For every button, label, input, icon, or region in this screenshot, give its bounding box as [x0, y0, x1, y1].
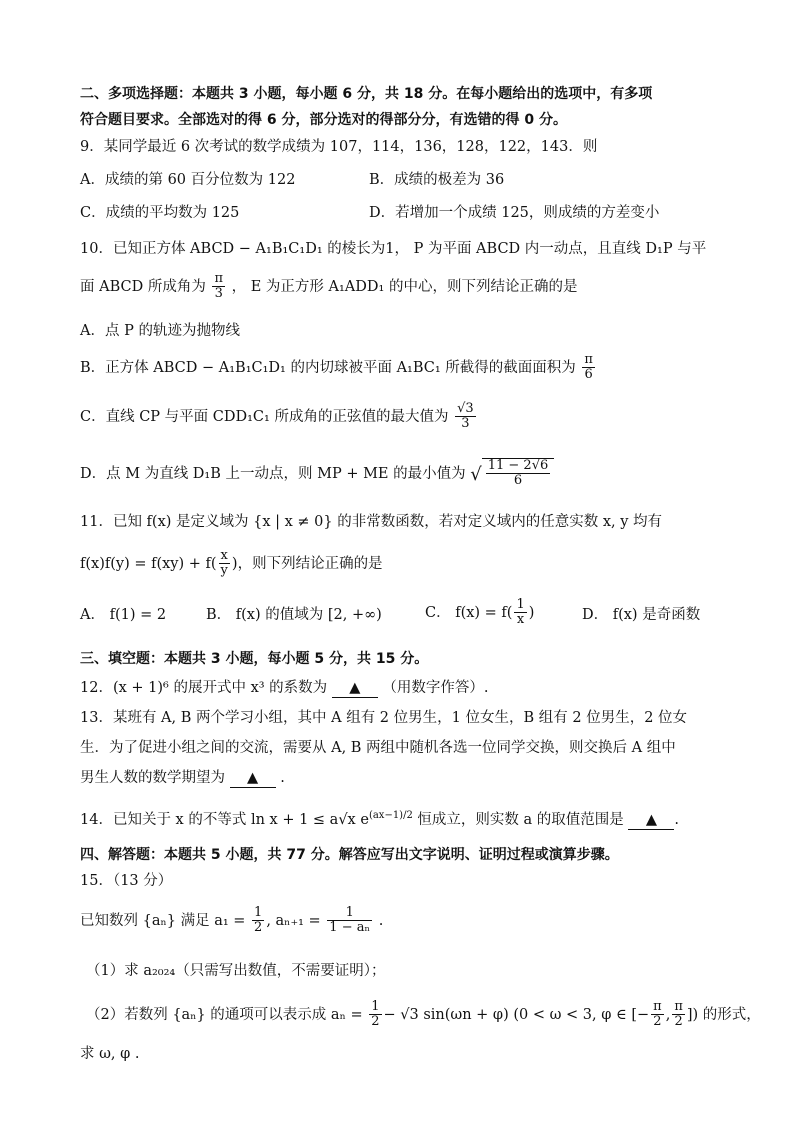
q15-part2-text-d: ]) 的形式，	[686, 1006, 761, 1023]
q15-part1: （1）求 a₂₀₂₄（只需写出数值，不需要证明）；	[86, 963, 386, 979]
q10-option-b-fraction	[582, 353, 595, 383]
q15-header: 15．（13 分）	[80, 873, 173, 889]
q12-text-b: （用数字作答）.	[382, 680, 489, 696]
q15-part2-fraction-upper	[672, 1000, 685, 1030]
q15-given	[80, 906, 744, 936]
q10-option-b	[80, 353, 744, 383]
q15-part2-end: 求 ω, φ .	[80, 1046, 140, 1062]
q15-a1-denominator: 2	[254, 920, 263, 936]
q15-given-text-b: , aₙ₊₁ =	[266, 912, 321, 929]
q10-option-d	[80, 458, 744, 489]
section3-heading: 三、填空题：本题共 3 小题，每小题 5 分，共 15 分。	[80, 651, 429, 667]
q10-angle-denominator: 3	[214, 286, 223, 302]
q15-recurrence-fraction	[327, 906, 372, 936]
q11-stem-line1: 11．已知 f(x) 是定义域为 {x | x ≠ 0} 的非常数函数，若对定义域内的任意实数 x, y 均有	[80, 514, 663, 530]
q10-stem2-text-b: ， E 为正方形 A₁ADD₁ 的中心，则下列结论正确的是	[231, 278, 578, 295]
q15-part2-half-numerator: 1	[371, 999, 380, 1014]
q15-part2-text-c: ,	[665, 1006, 671, 1023]
q15-part2-upper-denominator: 2	[674, 1014, 683, 1030]
q10-option-c	[80, 402, 744, 432]
q9-option-c: C．成绩的平均数为 125	[80, 205, 240, 221]
q11-option-c	[425, 598, 534, 628]
q15-part2-half-denominator: 2	[371, 1014, 380, 1030]
q9-option-a: A．成绩的第 60 百分位数为 122	[80, 172, 296, 188]
q10-option-d-numerator: 11 − 2√6	[487, 458, 549, 473]
q15-part2-fraction-lower	[651, 1000, 664, 1030]
q15-given-text-a: 已知数列 {aₙ} 满足 a₁ =	[80, 912, 246, 929]
section4-heading: 四、解答题：本题共 5 小题，共 77 分。解答应写出文字说明、证明过程或演算步骤。	[80, 847, 619, 863]
q10-stem-line2	[80, 272, 744, 302]
q11-stem-fraction	[219, 549, 230, 579]
q14-text-a: 14．已知关于 x 的不等式 ln x + 1 ≤ a√x e	[80, 811, 369, 828]
q14-exponent: (ax−1)/2	[368, 810, 413, 821]
q10-option-c-fraction	[455, 402, 476, 432]
q10-option-c-denominator: 3	[461, 416, 470, 432]
q9-stem: 9．某同学最近 6 次考试的数学成绩为 107，114，136，128，122，143．则	[80, 139, 598, 155]
q13-line2: 生．为了促进小组之间的交流，需要从 A, B 两组中随机各选一位同学交换，则交换后 A 组中	[80, 740, 676, 756]
q10-option-a: A．点 P 的轨迹为抛物线	[80, 323, 240, 339]
q11-stem-numerator: x	[219, 549, 230, 564]
q15-part2-upper-numerator: π	[674, 999, 683, 1014]
q13-line3	[80, 770, 744, 788]
q13-text-a: 男生人数的数学期望为	[80, 770, 225, 786]
q14-text-c: .	[674, 811, 680, 828]
q11-option-b: B． f(x) 的值域为 [2, +∞)	[206, 607, 382, 623]
q11-stem-line2	[80, 549, 744, 579]
q15-part2-text-a: （2）若数列 {aₙ} 的通项可以表示成 aₙ =	[86, 1006, 363, 1023]
q11-stem2-text-b: )，则下列结论正确的是	[231, 555, 383, 572]
q12-text-a: 12．(x + 1)⁶ 的展开式中 x³ 的系数为	[80, 680, 328, 696]
q13-text-b: .	[280, 770, 285, 786]
q13-line1: 13．某班有 A, B 两个学习小组，其中 A 组有 2 位男生，1 位女生，B 组有 2 位男生，2 位女	[80, 710, 688, 726]
q10-angle-numerator: π	[214, 271, 223, 286]
q15-part2-text-b: − √3 sin(ωn + φ) (0 < ω < 3, φ ∈ [−	[383, 1006, 650, 1023]
q15-part2-fraction-half	[369, 1000, 381, 1030]
q15-recurrence-numerator: 1	[327, 906, 372, 921]
q11-stem-denominator: y	[220, 563, 228, 579]
q14	[80, 810, 744, 830]
q10-option-b-numerator: π	[584, 352, 593, 367]
q10-option-c-text: C．直线 CP 与平面 CDD₁C₁ 所成角的正弦值的最大值为	[80, 408, 449, 425]
q9-option-d: D．若增加一个成绩 125，则成绩的方差变小	[369, 205, 660, 221]
q10-option-b-denominator: 6	[584, 367, 593, 383]
q12-answer-blank: ▲	[332, 680, 378, 698]
section2-heading-line2: 符合题目要求。全部选对的得 6 分，部分选对的得部分分，有选错的得 0 分。	[80, 112, 567, 128]
q10-option-d-fraction	[486, 459, 551, 489]
section2-heading-line1: 二、多项选择题：本题共 3 小题，每小题 6 分，共 18 分。在每小题给出的选项中，有多项	[80, 86, 653, 102]
q11-option-d: D． f(x) 是奇函数	[582, 607, 701, 623]
q15-given-text-c: .	[378, 912, 384, 929]
q10-option-c-numerator: √3	[457, 401, 474, 416]
sqrt-sign: √	[470, 463, 482, 485]
q10-option-d-text: D．点 M 为直线 D₁B 上一动点，则 MP + ME 的最小值为	[80, 465, 466, 482]
q15-a1-numerator: 1	[254, 905, 263, 920]
q15-part2-lower-denominator: 2	[653, 1014, 662, 1030]
q11-option-c-text-a: C． f(x) = f(	[425, 604, 513, 621]
q9-option-b: B．成绩的极差为 36	[369, 172, 505, 188]
q10-option-d-denominator: 6	[513, 473, 523, 489]
q11-option-c-fraction	[514, 598, 526, 628]
q15-recurrence-denominator: 1 − aₙ	[329, 920, 371, 936]
q11-option-c-numerator: 1	[516, 597, 525, 612]
q15-a1-fraction	[252, 906, 264, 936]
q14-text-b: 恒成立，则实数 a 的取值范围是	[412, 811, 624, 828]
q11-option-a: A． f(1) = 2	[80, 607, 167, 623]
q11-option-c-denominator: x	[516, 612, 525, 628]
q10-angle-fraction	[212, 272, 225, 302]
q11-option-c-text-b: )	[528, 604, 535, 621]
q14-answer-blank: ▲	[628, 812, 674, 830]
q10-option-b-text: B．正方体 ABCD − A₁B₁C₁D₁ 的内切球被平面 A₁BC₁ 所截得的截面面积为	[80, 359, 576, 376]
q10-stem-line1: 10．已知正方体 ABCD − A₁B₁C₁D₁ 的棱长为1， P 为平面 ABCD 内一动点，且直线 D₁P 与平	[80, 241, 707, 257]
q15-part2-lower-numerator: π	[653, 999, 662, 1014]
q15-part2	[86, 999, 761, 1030]
q13-answer-blank: ▲	[230, 770, 276, 788]
q12	[80, 680, 744, 698]
q10-stem2-text-a: 面 ABCD 所成角为	[80, 278, 206, 295]
q11-stem2-text-a: f(x)f(y) = f(xy) + f(	[80, 555, 217, 572]
